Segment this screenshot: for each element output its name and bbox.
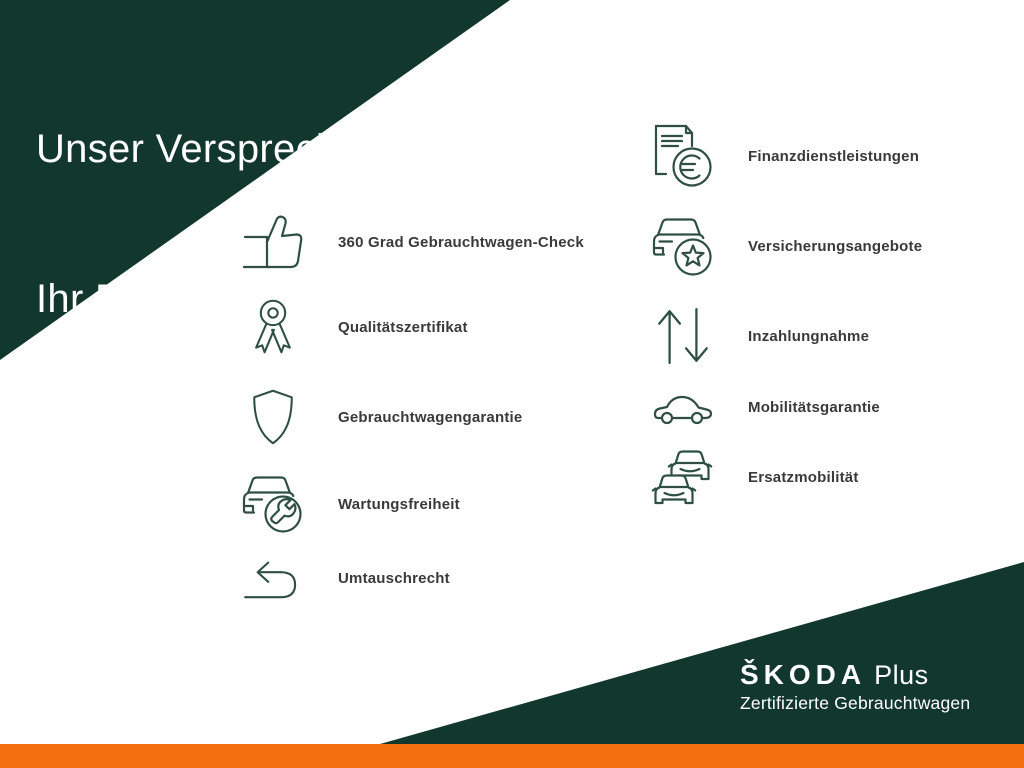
benefit-item-quality-certificate [240,294,468,360]
benefit-item-warranty [240,384,522,450]
benefit-label: Wartungsfreiheit [338,495,460,513]
benefit-item-insurance-offers [650,213,922,279]
return-arrow-icon [240,545,306,611]
brand-suffix: Plus [874,660,929,690]
rosette-icon [240,294,306,360]
two-cars-icon [650,444,716,510]
benefit-label: Finanzdienstleistungen [748,147,920,165]
page-title-line2: Ihr Plus. [36,277,186,321]
benefit-item-trade-in [650,303,869,369]
benefit-label: Qualitätszertifikat [338,318,468,336]
benefit-item-financial-services [650,123,919,189]
benefit-item-replacement-mobility [650,444,859,510]
invoice-euro-icon [650,123,716,189]
car-wrench-icon [240,471,306,537]
benefit-label: Versicherungsangebote [748,237,923,255]
benefit-item-used-car-check [240,209,584,275]
car-side-icon [650,374,716,440]
accent-bar [0,744,1024,768]
benefit-label: Umtauschrecht [338,569,450,587]
brand-wordmark: ŠKODA [740,659,867,690]
benefit-item-exchange-right [240,545,450,611]
footer-wedge [380,562,1024,744]
thumbs-up-icon [240,209,306,275]
benefit-label: 360 Grad Gebrauchtwagen-Check [338,233,584,251]
skoda-plus-logo [740,660,970,714]
benefit-label: Inzahlungnahme [748,327,870,345]
page-title-line1: Unser Versprechen. [36,127,395,171]
benefit-item-maintenance [240,471,460,537]
logo-wordmark [740,660,970,690]
benefit-label: Gebrauchtwagengarantie [338,408,523,426]
benefit-label: Ersatzmobilität [748,468,859,486]
shield-icon [240,384,306,450]
benefit-label: Mobilitätsgarantie [748,398,880,416]
benefit-item-mobility-warranty [650,374,880,440]
car-star-icon [650,213,716,279]
trade-in-arrows-icon [650,303,716,369]
logo-subtitle: Zertifizierte Gebrauchtwagen [740,693,971,713]
